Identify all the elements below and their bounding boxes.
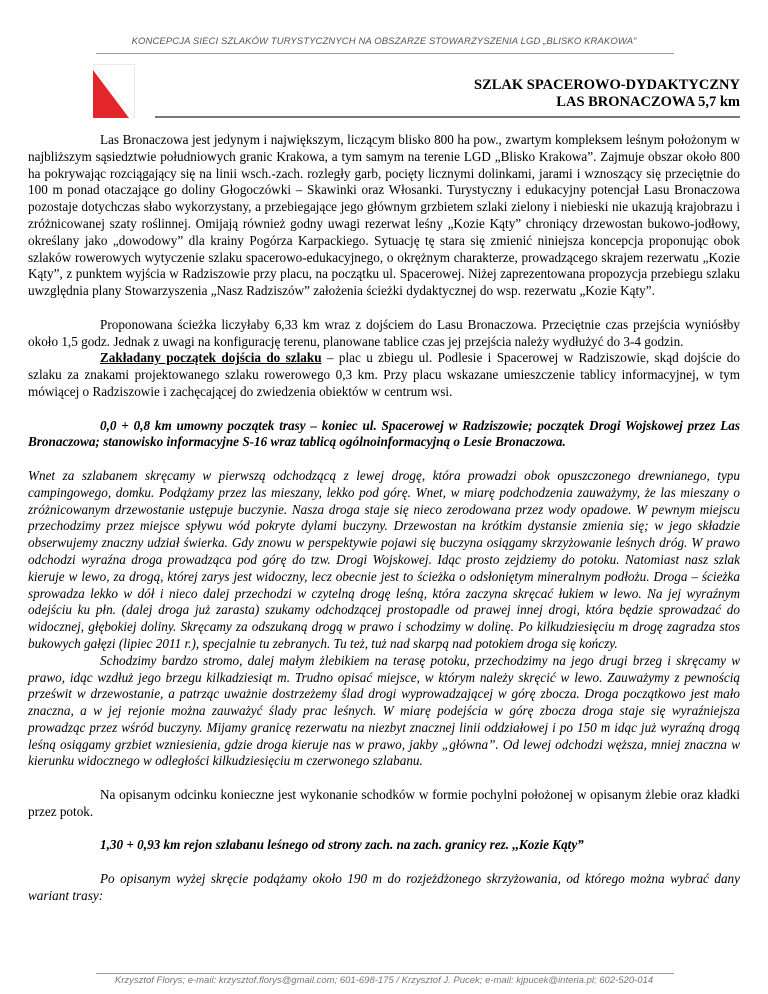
proposal-paragraph: Proponowana ścieżka liczyłaby 6,33 km wraz z dojściem do Lasu Bronaczowa. Przeciętnie czas przejścia wyniósłby około 1,5 godz. Jednak z uwagi na konfigurację terenu, planowane tablice czas jej przejścia należy wydłużyć do 3-4 godzin.	[28, 316, 740, 349]
header-divider	[96, 53, 674, 54]
footer-divider	[96, 973, 674, 974]
steps-paragraph: Na opisanym odcinku konieczne jest wykonanie schodków w formie pochylni położonej w opisanym żlebie oraz kładki przez potok.	[28, 787, 740, 819]
section-1-heading: 0,0 + 0,8 km umowny początek trasy – koniec ul. Spacerowej w Radziszowie; początek Drogi Wojskowej przez Las Bronaczowa; stanowisko informacyjne S-16 wraz tablicą ogólnoinformacyjną o Lesie Bronaczowa.	[28, 417, 740, 450]
title-divider	[155, 116, 740, 118]
section-1-text-a: Wnet za szlabanem skręcamy w pierwszą odchodzącą z lewej drogę, która prowadzi obok opuszczonego drewnianego, typu campingowego, domku. Podążamy przez las mieszany, lekko pod górę. Wnet, w miarę podchodzenia zauważymy, że las mieszany o zróżnicowanym drzewostanie ustępuje buczynie. Nasza droga staje się nieco zerodowana przez wody opadowe. W pewnym miejscu przechodzimy przez miejsce spływu wód pokryte dylami buczyny. Drzewostan na krótkim dystansie zmienia się; w jego składzie obserwujemy znaczny udział świerka. Gdy znowu w perspektywie pojawi się buczyna osiągamy skrzyżowanie leśnych dróg. W prawo odchodzi wyraźna droga prowadząca pod górę do tzw. Drogi Wojskowej. Idąc prosto zejdziemy do potoku. Natomiast nasz szlak kieruje w lewo, za drogą, której zarys jest widoczny, lecz obecnie jest to ścieżka o odsłoniętym mineralnym podłożu. Droga – ścieżka sprowadza lekko w dół i nieco dalej przechodzi w czytelną drogę leśną, która zaczyna skręcać łukiem w lewo. Na jej wyraźnym odejściu ku płn. (dalej droga już zarasta) szukamy odchodzącej prostopadle od prawej innej drogi, która będzie sprowadzać do widocznej, głębokiej doliny. Skręcamy za odszukaną drogą w prawo i schodzimy w dolinę. Po kilkudziesięciu m drogę zagradza stos bukowych gałęzi (lipiec 2011 r.), specjalnie tu zebranych. Tu też, tuż nad skarpą nad potokiem droga się kończy.	[28, 467, 740, 651]
running-header: KONCEPCJA SIECI SZLAKÓW TURYSTYCZNYCH NA OBSZARZE STOWARZYSZENIA LGD „BLISKO KRAKOWA”	[131, 36, 637, 47]
start-paragraph	[28, 350, 740, 400]
intro-paragraph: Las Bronaczowa jest jedynym i największym, liczącym blisko 800 ha pow., zwartym kompleksem leśnym położonym w najbliższym sąsiedztwie południowych granic Krakowa, a tym samym na terenie LGD „Blisko Krakowa”. Zajmuje obszar około 800 ha pokrywając rozciągający się na linii wsch.-zach. rozległy garb, pocięty licznymi dolinkami, jarami i wznoszący się przeciętnie do 100 m ponad otaczające go doliny Głogoczówki – Skawinki oraz Włosanki. Turystyczny i edukacyjny potencjał Lasu Bronaczowa pozostaje dotychczas słabo wykorzystany, a przebiegające jego głównym grzbietem szlaki zielony i niebieski nie ukazują krajobrazu i zróżnicowanej szaty roślinnej. Omijają również godny uwagi rezerwat leśny „Kozie Kąty” chroniący drzewostan bukowo-jodłowy, określany jako „dowodowy” dla krainy Pogórza Karpackiego. Sytuację tę stara się zmienić niniejsza koncepcja proponując obok szlaków rowerowych wytyczenie szlaku spacerowo-edukacyjnego, o okrężnym charakterze, prowadzącego skrajem rezerwatu „Kozie Kąty”, z punktem wyjścia w Radziszowie przy placu, na początku ul. Spacerowej. Niżej zaprezentowana propozycja przebiegu szlaku uwzględnia plany Stowarzyszenia „Nasz Radziszów” założenia ścieżki dydaktycznej do wsp. rezerwatu „Kozie Kąty”.	[28, 132, 740, 299]
section-2-text: Po opisanym wyżej skręcie podążamy około 190 m do rozjeżdżonego skrzyżowania, od którego można wybrać dany wariant trasy:	[28, 871, 740, 903]
title-line-2: LAS BRONACZOWA 5,7 km	[556, 94, 740, 110]
page-footer: Krzysztof Florys; e-mail: krzysztof.florys@gmail.com; 601-698-175 / Krzysztof J. Pucek; e-mail: kjpucek@interia.pl; 602-520-014	[114, 975, 654, 986]
start-label: Zakładany początek dojścia do szlaku	[100, 350, 322, 366]
section-2-heading: 1,30 + 0,93 km rejon szlabanu leśnego od strony zach. na zach. granicy rez. ,,Kozie Kąty”	[100, 837, 584, 853]
section-1-text-b: Schodzimy bardzo stromo, dalej małym żlebikiem na terasę potoku, przechodzimy na jego drugi brzeg i skręcamy w prawo, idąc wzdłuż jego brzegu kilkadziesiąt m. Trudno opisać miejsce, w którym należy skręcić w lewo. Zauważymy z pewnością prześwit w drzewostanie, a patrząc uważnie dostrzeżemy ślad drogi wyprowadzającej w górę zbocza. Droga początkowo jest mało znaczna, a w jej rejonie można zauważyć ślady prac leśnych. W miarę podejścia w górę zbocza droga staje się wyraźniejsza prowadząc przez wśród buczyny. Mijamy granicę rezerwatu na niezbyt znacznej linii oddziałowej i po 150 m idąc już wyraźną drogą leśną osiągamy grzbiet wzniesienia, gdzie droga kieruje nas w prawo, jakby „główna”. Od lewej odchodzi węższa, mniej znaczna w kierunku widocznego w odległości kilkudziesięciu m czerwonego szlabanu.	[28, 652, 740, 769]
title-line-1: SZLAK SPACEROWO-DYDAKTYCZNY	[474, 77, 740, 93]
document-body	[28, 132, 740, 905]
start-text: – plac u zbiegu ul. Podlesie i Spacerowej w Radziszowie, skąd dojście do szlaku za znakami projektowanego szlaku rowerowego 0,3 km. Przy placu wskazane umieszczenie tablicy informacyjnej, w tym mówiącej o Radziszowie i zachęcającej do zwiedzenia obiektów w centrum wsi.	[28, 350, 740, 399]
page-title	[474, 77, 740, 111]
trail-marker-icon	[93, 64, 135, 118]
